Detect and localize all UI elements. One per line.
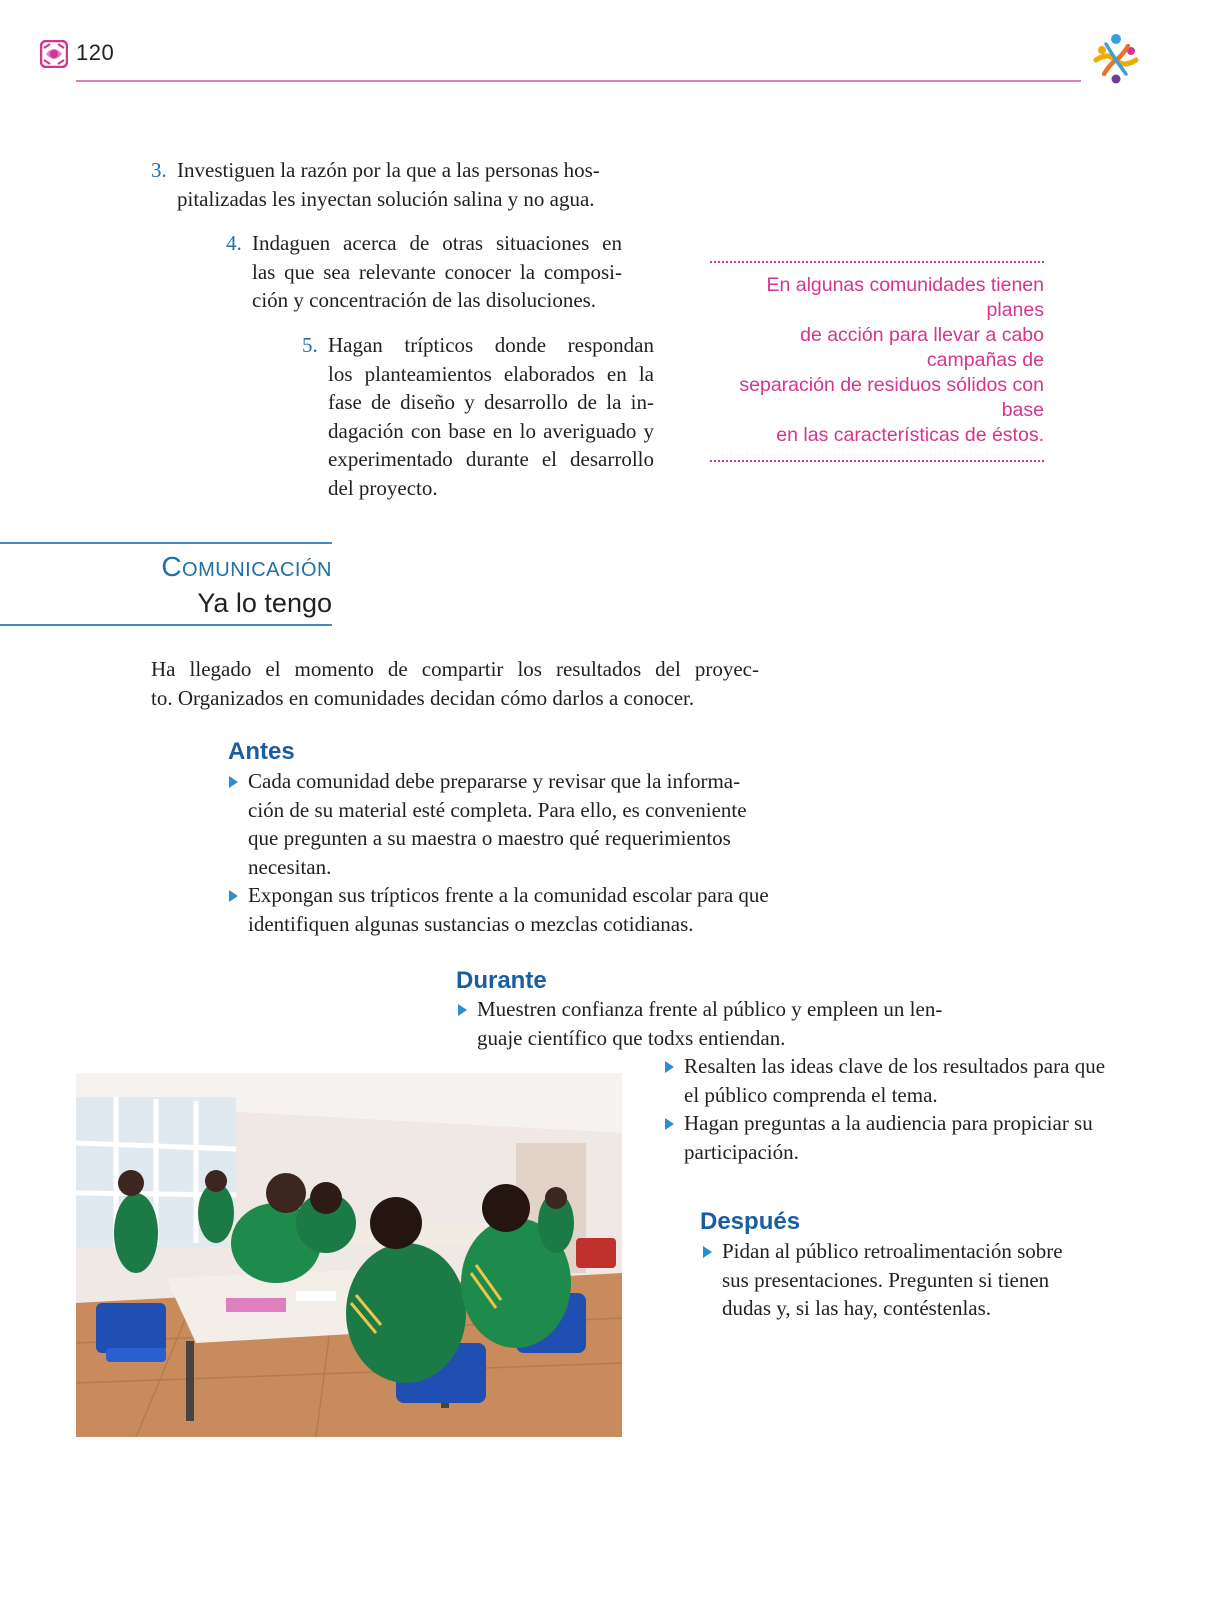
bullet-arrow-icon: [662, 1052, 684, 1109]
intro-line: Ha llegado el momento de compartir los resultados del proyec-: [151, 657, 759, 681]
step-line: Hagan trípticos donde respondan: [328, 333, 654, 357]
note-line: separación de residuos sólidos con base: [739, 374, 1044, 421]
step-line: los planteamientos elaborados en la: [328, 361, 654, 386]
despues-heading: Después: [700, 1208, 801, 1235]
list-item-text: [722, 1237, 1100, 1323]
step-4: [226, 229, 622, 315]
step-3: [151, 156, 621, 213]
list-line: Expongan sus trípticos frente a la comunidad escolar para que: [248, 883, 769, 907]
list-line: participación.: [684, 1139, 799, 1164]
page-number: 120: [76, 40, 115, 65]
list-line: Cada comunidad debe prepararse y revisar que la informa-: [248, 769, 741, 793]
section-rule-top: [0, 542, 332, 544]
step-line: fase de diseño y desarrollo de la in-: [328, 390, 654, 414]
step-line: del proyecto.: [328, 475, 438, 500]
step-number: 3.: [151, 158, 167, 182]
bullet-arrow-icon: [226, 767, 248, 881]
durante-heading: Durante: [456, 967, 547, 994]
bullet-arrow-icon: [662, 1109, 684, 1166]
antes-list: [226, 767, 786, 938]
note-line: de acción para llevar a cabo campañas de: [800, 324, 1044, 371]
list-line: identifiquen algunas sustancias o mezclas cotidianas.: [248, 911, 694, 936]
list-item: [662, 1109, 1122, 1166]
step-5: [302, 331, 654, 502]
list-line: ción de su material esté completa. Para ello, es conveniente: [248, 797, 747, 822]
step-number: 5.: [302, 333, 318, 357]
step-text: [328, 331, 654, 502]
bullet-arrow-icon: [455, 995, 477, 1052]
step-line: experimentado durante el desarrollo: [328, 447, 654, 471]
ornament-icon: [40, 40, 68, 68]
list-line: Resalten las ideas clave de los resultados para que: [684, 1054, 1106, 1078]
list-item: [226, 767, 786, 881]
step-line: Investiguen la razón por la que a las personas hos-: [177, 158, 600, 182]
step-line: Indaguen acerca de otras situaciones en: [252, 231, 622, 255]
header-rule: [76, 80, 1081, 82]
step-line: las que sea relevante conocer la composi-: [252, 259, 622, 284]
step-line: ción y concentración de las disoluciones.: [252, 288, 597, 312]
section-subtitle: Ya lo tengo: [197, 588, 332, 618]
list-item: [700, 1237, 1100, 1323]
list-line: Hagan preguntas a la audiencia para propiciar su: [684, 1111, 1093, 1135]
bullet-arrow-icon: [226, 881, 248, 938]
step-line: pitalizadas les inyectan solución salina y no agua.: [177, 186, 595, 211]
list-item-text: [684, 1052, 1122, 1109]
community-logo-icon: [1088, 30, 1144, 86]
list-item-text: [477, 995, 975, 1052]
step-number: 4.: [226, 231, 242, 255]
list-line: que pregunten a su maestra o maestro qué requerimientos: [248, 826, 731, 850]
step-line: dagación con base en lo averiguado y: [328, 418, 654, 443]
intro-line: to. Organizados en comunidades decidan cómo darlos a conocer.: [151, 685, 695, 710]
section-rule-bottom: [0, 624, 332, 626]
list-line: sus presentaciones. Pregunten si tienen: [722, 1267, 1050, 1292]
list-line: guaje científico que todxs entiendan.: [477, 1025, 786, 1050]
list-item-text: [248, 767, 786, 881]
bullet-arrow-icon: [700, 1237, 722, 1323]
list-line: Muestren confianza frente al público y empleen un len-: [477, 997, 943, 1021]
step-text: [177, 156, 621, 213]
list-line: necesitan.: [248, 854, 332, 879]
list-line: dudas y, si las hay, contéstenlas.: [722, 1296, 992, 1320]
classroom-students-photo: [76, 1073, 622, 1437]
list-item: [455, 995, 975, 1052]
step-text: [252, 229, 622, 315]
note-line: en las características de éstos.: [776, 424, 1044, 446]
list-line: Pidan al público retroalimentación sobre: [722, 1239, 1063, 1263]
list-item-text: [248, 881, 786, 938]
list-item-text: [684, 1109, 1122, 1166]
durante-list-right: [662, 1052, 1122, 1166]
section-title: Comunicación: [161, 551, 332, 582]
note-line: En algunas comunidades tienen planes: [766, 274, 1044, 321]
list-item: [662, 1052, 1122, 1109]
list-line: el público comprenda el tema.: [684, 1082, 938, 1107]
sidebar-note: [710, 261, 1044, 462]
intro-paragraph: [151, 655, 759, 712]
list-item: [226, 881, 786, 938]
antes-heading: Antes: [228, 738, 295, 765]
